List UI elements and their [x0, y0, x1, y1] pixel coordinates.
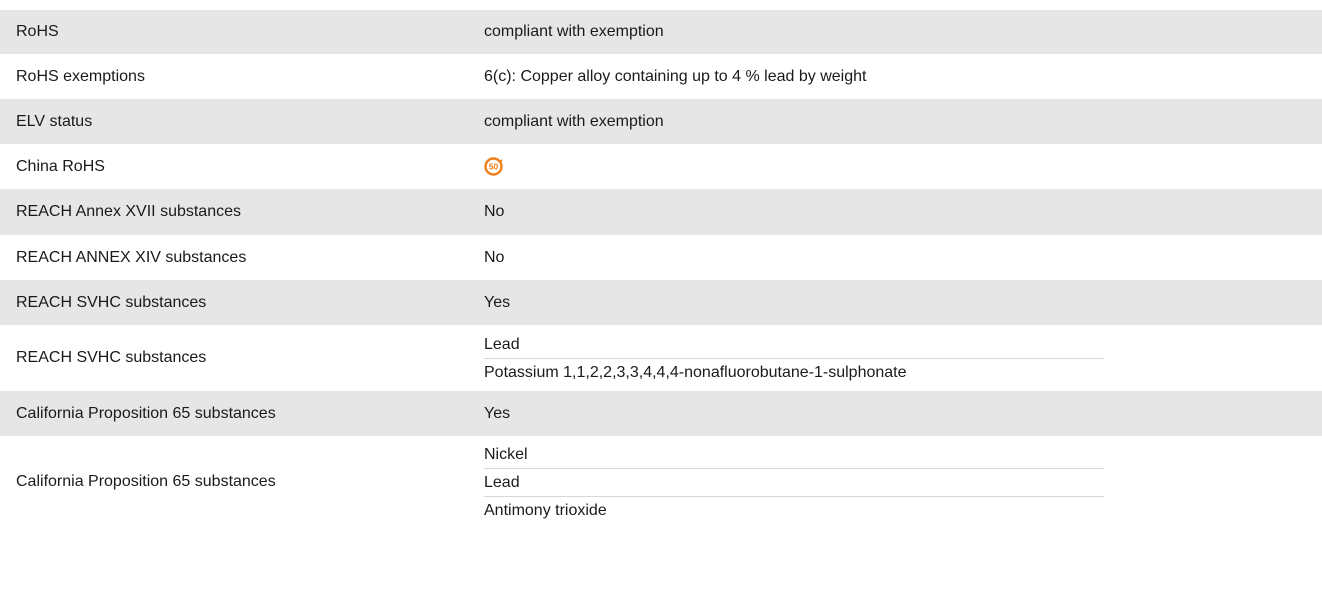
table-row-reach-svhc — [0, 280, 1322, 325]
table-row-elv-status — [0, 99, 1322, 144]
row-label: REACH ANNEX XIV substances — [16, 248, 247, 266]
table-row-rohs — [0, 10, 1322, 54]
row-value: compliant with exemption — [484, 23, 664, 40]
row-value — [484, 331, 1322, 386]
substance-list — [484, 441, 1104, 524]
row-label: REACH SVHC substances — [16, 349, 207, 366]
row-label: California Proposition 65 substances — [16, 473, 276, 490]
table-row-reach-annex-xvii — [0, 189, 1322, 235]
row-label: REACH SVHC substances — [16, 293, 207, 311]
table-row-reach-svhc-list — [0, 325, 1322, 391]
row-value: compliant with exemption — [484, 112, 664, 130]
row-value: No — [484, 203, 505, 220]
row-label: RoHS — [16, 23, 59, 40]
list-item: Potassium 1,1,2,2,3,3,4,4,4-nonafluorobutane-1-sulphonate — [484, 358, 1104, 386]
row-value: Yes — [484, 404, 511, 422]
compliance-table — [0, 10, 1322, 528]
row-label: REACH Annex XVII substances — [16, 203, 241, 220]
table-row-china-rohs — [0, 144, 1322, 189]
svg-text:50: 50 — [488, 161, 499, 172]
row-label: ELV status — [16, 112, 93, 130]
substance-list — [484, 331, 1104, 386]
list-item: Lead — [484, 335, 520, 353]
table-row-california-prop65 — [0, 391, 1322, 436]
row-value — [484, 441, 1322, 524]
list-item: Lead — [484, 468, 1104, 496]
table-row-rohs-exemptions — [0, 54, 1322, 99]
row-label: California Proposition 65 substances — [16, 404, 276, 422]
row-label: China RoHS — [16, 157, 105, 175]
table-row-california-prop65-list — [0, 436, 1322, 528]
row-label: RoHS exemptions — [16, 67, 145, 85]
china-rohs-50-icon — [484, 157, 503, 176]
row-value: No — [484, 248, 505, 266]
row-value: Yes — [484, 293, 511, 311]
list-item: Nickel — [484, 445, 528, 463]
list-item: Antimony trioxide — [484, 496, 1104, 524]
row-value — [484, 157, 1322, 176]
table-row-reach-annex-xiv — [0, 235, 1322, 280]
row-value: 6(c): Copper alloy containing up to 4 % lead by weight — [484, 67, 867, 85]
